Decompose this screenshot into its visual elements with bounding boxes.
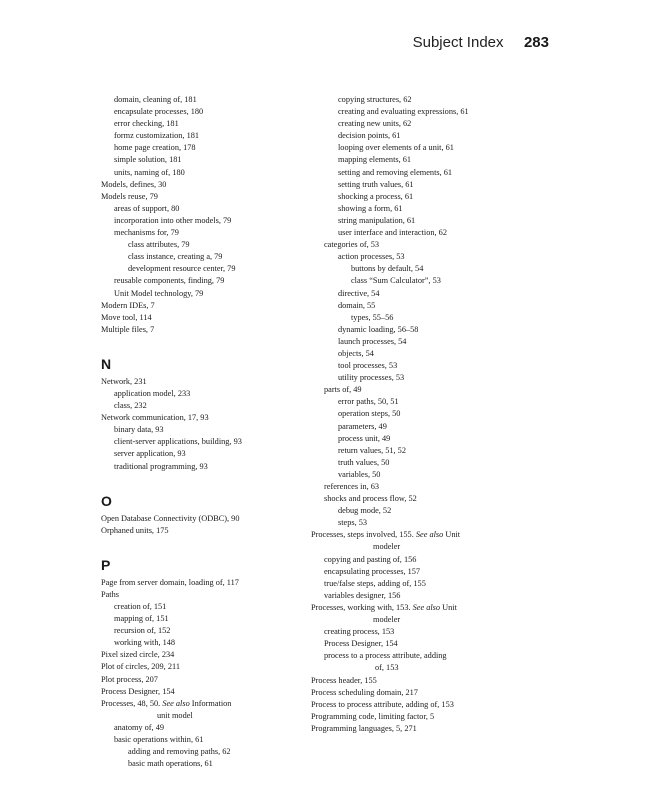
index-entry bbox=[101, 613, 316, 625]
index-entry bbox=[311, 566, 541, 578]
index-entry-text: Programming languages, 5, 271 bbox=[311, 723, 417, 733]
index-entry bbox=[101, 436, 316, 448]
index-entry-text: process unit, 49 bbox=[338, 433, 391, 443]
section-letter-n: N bbox=[101, 355, 112, 372]
index-entry bbox=[311, 578, 541, 590]
index-entry bbox=[101, 461, 316, 473]
index-entry bbox=[101, 412, 316, 424]
index-entry bbox=[311, 275, 541, 287]
index-entry bbox=[311, 505, 541, 517]
index-entry bbox=[311, 662, 541, 674]
index-entry bbox=[311, 251, 541, 263]
index-entry-text: types, 55–56 bbox=[351, 312, 394, 322]
index-entry bbox=[311, 650, 541, 662]
index-entry-text: of, 153 bbox=[375, 663, 399, 673]
index-entry-text: anatomy of, 49 bbox=[114, 722, 165, 732]
index-entry-text: traditional programming, 93 bbox=[114, 461, 208, 471]
index-entry-text: copying structures, 62 bbox=[338, 95, 412, 104]
index-entry-text: reusable components, finding, 79 bbox=[114, 276, 225, 286]
index-entry bbox=[311, 372, 541, 384]
index-entry-text: action processes, 53 bbox=[338, 252, 405, 262]
index-entry-text: binary data, 93 bbox=[114, 425, 164, 435]
index-column-right bbox=[311, 94, 541, 735]
index-column-left bbox=[101, 94, 316, 770]
index-entry bbox=[311, 179, 541, 191]
section-letter-o: O bbox=[101, 492, 112, 509]
index-entry bbox=[101, 649, 316, 661]
index-entry-text: operation steps, 50 bbox=[338, 409, 401, 419]
index-entry-text: buttons by default, 54 bbox=[351, 264, 424, 274]
index-entry bbox=[311, 590, 541, 602]
index-entry bbox=[311, 469, 541, 481]
index-entry-text: Open Database Connectivity (ODBC), 90 bbox=[101, 513, 240, 523]
index-entry-text: basic math operations, 61 bbox=[128, 759, 213, 769]
index-entry-text: Plot of circles, 209, 211 bbox=[101, 662, 180, 672]
index-entry-text: error checking, 181 bbox=[114, 119, 179, 129]
index-entry-text: Process header, 155 bbox=[311, 675, 377, 685]
index-entry-text: Pixel sized circle, 234 bbox=[101, 650, 175, 660]
index-entry-text: tool processes, 53 bbox=[338, 361, 398, 371]
index-entry-text: Network, 231 bbox=[101, 376, 147, 386]
index-entry-text: shocks and process flow, 52 bbox=[324, 494, 417, 504]
index-entry-text: recursion of, 152 bbox=[114, 626, 171, 636]
index-entry bbox=[101, 577, 316, 589]
entry-group-n bbox=[101, 376, 316, 473]
index-entry-text: encapsulate processes, 180 bbox=[114, 107, 204, 117]
index-entry bbox=[101, 758, 316, 770]
index-entry-text: variables, 50 bbox=[338, 469, 381, 479]
index-entry-text: variables designer, 156 bbox=[324, 590, 401, 600]
index-entry bbox=[101, 448, 316, 460]
index-entry bbox=[311, 687, 541, 699]
index-entry bbox=[311, 529, 541, 541]
index-entry bbox=[101, 324, 316, 336]
index-entry bbox=[101, 215, 316, 227]
see-also-target: Unit bbox=[443, 530, 461, 540]
index-entry bbox=[101, 746, 316, 758]
index-entry-text: formz customization, 181 bbox=[114, 131, 200, 141]
index-entry-text: parameters, 49 bbox=[338, 421, 387, 431]
see-also-label: See also bbox=[162, 698, 190, 708]
section-letter-p: P bbox=[101, 556, 111, 573]
index-entry bbox=[311, 638, 541, 650]
index-entry bbox=[101, 203, 316, 215]
index-entry bbox=[101, 376, 316, 388]
index-entry bbox=[101, 312, 316, 324]
index-entry bbox=[311, 541, 541, 553]
index-entry-text: adding and removing paths, 62 bbox=[128, 747, 231, 757]
index-entry-text: Plot process, 207 bbox=[101, 674, 158, 684]
index-entry-text: creating process, 153 bbox=[324, 627, 395, 637]
index-entry bbox=[311, 142, 541, 154]
index-entry-text: working with, 148 bbox=[114, 638, 176, 648]
index-entry-text: Page from server domain, loading of, 117 bbox=[101, 577, 239, 587]
index-entry-text: mechanisms for, 79 bbox=[114, 228, 179, 238]
index-entry-text: Models reuse, 79 bbox=[101, 191, 158, 201]
index-entry bbox=[311, 554, 541, 566]
index-entry bbox=[101, 710, 316, 722]
index-entry-text: Processes, 48, 50. bbox=[101, 698, 161, 708]
index-entry bbox=[311, 445, 541, 457]
see-also-label: See also bbox=[415, 530, 444, 540]
index-entry bbox=[311, 675, 541, 687]
index-entry-text: objects, 54 bbox=[338, 348, 374, 358]
see-also-label: See also bbox=[412, 602, 441, 612]
index-entry bbox=[101, 625, 316, 637]
index-entry bbox=[311, 167, 541, 179]
index-entry bbox=[101, 227, 316, 239]
index-entry-text: Process scheduling domain, 217 bbox=[311, 687, 418, 697]
index-entry-text: Modern IDEs, 7 bbox=[101, 300, 155, 310]
index-entry bbox=[101, 300, 316, 312]
index-entry bbox=[101, 661, 316, 673]
entry-group-o bbox=[101, 513, 316, 537]
index-entry bbox=[311, 614, 541, 626]
index-entry-text: units, naming of, 180 bbox=[114, 167, 185, 177]
index-entry bbox=[311, 517, 541, 529]
index-entry-text: Programming code, limiting factor, 5 bbox=[311, 711, 435, 721]
index-entry-text: decision points, 61 bbox=[338, 131, 401, 141]
index-entry bbox=[311, 94, 541, 106]
index-entry bbox=[311, 626, 541, 638]
index-entry bbox=[311, 723, 541, 735]
index-entry bbox=[311, 421, 541, 433]
index-entry bbox=[311, 215, 541, 227]
index-entry-text: parts of, 49 bbox=[324, 385, 362, 395]
index-entry-text: Unit Model technology, 79 bbox=[114, 288, 204, 298]
index-entry bbox=[311, 360, 541, 372]
index-entry bbox=[311, 130, 541, 142]
index-entry bbox=[311, 336, 541, 348]
index-entry bbox=[311, 203, 541, 215]
index-entry bbox=[101, 239, 316, 251]
running-header bbox=[0, 34, 549, 52]
index-entry-text: creation of, 151 bbox=[114, 602, 167, 611]
index-entry bbox=[311, 602, 541, 614]
index-entry-text: simple solution, 181 bbox=[114, 155, 182, 165]
index-entry-text: Process to process attribute, adding of, 153 bbox=[311, 699, 454, 709]
index-entry-text: shocking a process, 61 bbox=[338, 191, 414, 201]
index-entry-text: user interface and interaction, 62 bbox=[338, 228, 447, 238]
index-entry-text: truth values, 50 bbox=[338, 457, 390, 467]
index-entry-text: process to a process attribute, adding bbox=[324, 651, 447, 661]
header-title: Subject Index bbox=[412, 34, 504, 51]
index-entry-text: Multiple files, 7 bbox=[101, 324, 155, 334]
index-entry-text: Orphaned units, 175 bbox=[101, 525, 169, 535]
index-entry bbox=[311, 433, 541, 445]
index-entry bbox=[101, 179, 316, 191]
index-entry bbox=[311, 227, 541, 239]
index-entry-text: unit model bbox=[157, 710, 193, 720]
index-entry bbox=[311, 493, 541, 505]
index-entry-text: class instance, creating a, 79 bbox=[128, 252, 223, 262]
index-entry-text: creating new units, 62 bbox=[338, 119, 412, 129]
index-entry bbox=[311, 711, 541, 723]
index-entry bbox=[101, 722, 316, 734]
index-entry bbox=[311, 457, 541, 469]
index-entry-text: debug mode, 52 bbox=[338, 506, 392, 516]
index-entry bbox=[101, 513, 316, 525]
index-entry bbox=[101, 525, 316, 537]
index-entry bbox=[101, 275, 316, 287]
index-entry-text: server application, 93 bbox=[114, 449, 186, 459]
index-entry-text: setting and removing elements, 61 bbox=[338, 167, 453, 177]
index-entry-text: Process Designer, 154 bbox=[324, 639, 398, 649]
index-entry-text: true/false steps, adding of, 155 bbox=[324, 578, 426, 588]
index-entry-text: modeler bbox=[373, 542, 401, 552]
index-entry-text: categories of, 53 bbox=[324, 240, 380, 250]
index-entry-text: application model, 233 bbox=[114, 388, 191, 398]
index-entry-text: utility processes, 53 bbox=[338, 373, 405, 383]
index-entry bbox=[101, 130, 316, 142]
index-entry-text: encapsulating processes, 157 bbox=[324, 566, 421, 576]
index-entry-text: Move tool, 114 bbox=[101, 312, 152, 322]
entry-group-right bbox=[311, 94, 541, 735]
index-entry-text: Processes, working with, 153. bbox=[311, 602, 411, 612]
index-entry-text: class attributes, 79 bbox=[128, 240, 190, 250]
index-entry-text: creating and evaluating expressions, 61 bbox=[338, 107, 469, 117]
index-entry-text: setting truth values, 61 bbox=[338, 179, 414, 189]
index-entry bbox=[101, 734, 316, 746]
index-entry bbox=[101, 589, 316, 601]
index-entry bbox=[101, 142, 316, 154]
index-entry bbox=[101, 601, 316, 613]
index-entry bbox=[311, 106, 541, 118]
index-entry bbox=[311, 154, 541, 166]
index-entry-text: mapping of, 151 bbox=[114, 614, 169, 624]
index-entry-text: client-server applications, building, 93 bbox=[114, 437, 242, 447]
index-entry bbox=[311, 481, 541, 493]
index-entry bbox=[101, 251, 316, 263]
index-entry-text: return values, 51, 52 bbox=[338, 445, 406, 455]
index-entry-text: development resource center, 79 bbox=[128, 264, 236, 274]
index-entry-text: mapping elements, 61 bbox=[338, 155, 412, 165]
index-entry-text: Models, defines, 30 bbox=[101, 179, 167, 189]
see-also-target: Unit bbox=[440, 602, 457, 612]
index-entry bbox=[311, 699, 541, 711]
index-entry bbox=[311, 118, 541, 130]
see-also-target: Information bbox=[189, 698, 232, 708]
index-entry bbox=[101, 686, 316, 698]
index-entry bbox=[101, 167, 316, 179]
index-entry-text: Paths bbox=[101, 589, 119, 599]
entry-group-p bbox=[101, 577, 316, 771]
index-entry-text: class, 232 bbox=[114, 401, 147, 411]
index-entry bbox=[311, 348, 541, 360]
index-entry-text: domain, cleaning of, 181 bbox=[114, 95, 197, 104]
index-entry bbox=[101, 424, 316, 436]
index-entry bbox=[311, 312, 541, 324]
index-entry bbox=[101, 154, 316, 166]
index-entry bbox=[101, 263, 316, 275]
index-entry bbox=[101, 637, 316, 649]
index-entry bbox=[311, 384, 541, 396]
index-entry-text: incorporation into other models, 79 bbox=[114, 215, 232, 225]
index-entry-text: references in, 63 bbox=[324, 482, 380, 491]
index-entry bbox=[311, 191, 541, 203]
index-entry bbox=[311, 239, 541, 251]
index-entry bbox=[101, 400, 316, 412]
index-entry-text: Processes, steps involved, 155. bbox=[311, 530, 414, 540]
index-entry-text: showing a form, 61 bbox=[338, 203, 403, 213]
index-entry-text: looping over elements of a unit, 61 bbox=[338, 143, 454, 153]
index-entry-text: Network communication, 17, 93 bbox=[101, 413, 209, 423]
index-entry-text: Process Designer, 154 bbox=[101, 686, 175, 696]
index-entry bbox=[311, 396, 541, 408]
index-entry-text: dynamic loading, 56–58 bbox=[338, 324, 419, 334]
index-entry bbox=[311, 300, 541, 312]
index-entry-text: error paths, 50, 51 bbox=[338, 397, 399, 407]
index-entry-text: modeler bbox=[373, 615, 401, 625]
index-entry-text: class “Sum Calculator”, 53 bbox=[351, 276, 441, 286]
index-entry bbox=[101, 94, 316, 106]
index-entry-text: home page creation, 178 bbox=[114, 143, 196, 153]
index-entry bbox=[311, 324, 541, 336]
index-entry bbox=[101, 674, 316, 686]
index-entry bbox=[311, 288, 541, 300]
index-entry-text: basic operations within, 61 bbox=[114, 735, 204, 745]
index-entry-text: domain, 55 bbox=[338, 300, 376, 310]
index-entry bbox=[101, 288, 316, 300]
index-entry bbox=[101, 388, 316, 400]
index-entry bbox=[101, 118, 316, 130]
index-entry bbox=[311, 263, 541, 275]
page-number: 283 bbox=[523, 34, 549, 51]
entry-group-m bbox=[101, 94, 316, 336]
index-entry-text: launch processes, 54 bbox=[338, 336, 407, 346]
index-entry bbox=[101, 191, 316, 203]
index-entry bbox=[101, 106, 316, 118]
index-entry-text: copying and pasting of, 156 bbox=[324, 554, 417, 564]
index-entry-text: steps, 53 bbox=[338, 518, 368, 528]
index-entry-text: areas of support, 80 bbox=[114, 203, 180, 213]
index-entry bbox=[101, 698, 316, 710]
index-entry bbox=[311, 408, 541, 420]
index-entry-text: directive, 54 bbox=[338, 288, 380, 298]
index-entry-text: string manipulation, 61 bbox=[338, 215, 416, 225]
